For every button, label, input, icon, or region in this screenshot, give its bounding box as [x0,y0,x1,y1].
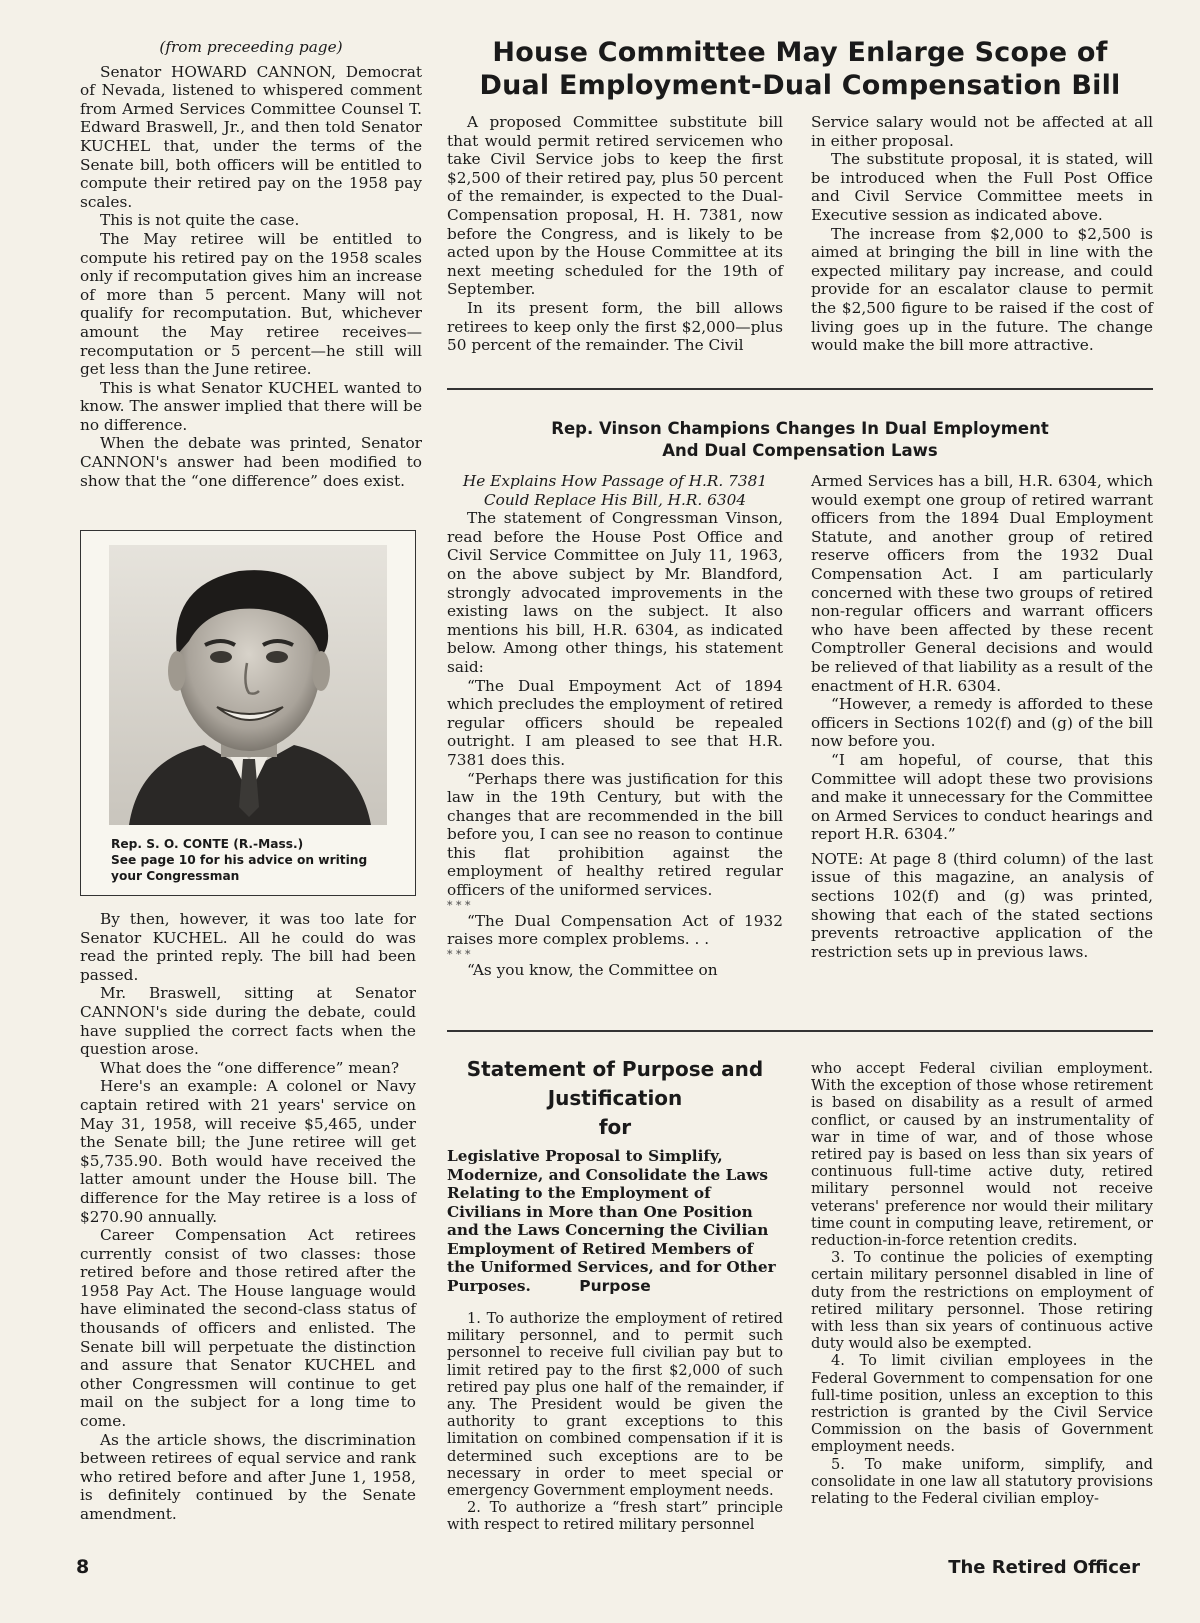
paragraph: Mr. Braswell, sitting at Senator CANNON's side during the debate, could have supplied the correct facts when the question arose. [80,984,416,1059]
paragraph: The May retiree will be entitled to compute his retired pay on the 1958 scales only if recomputation gives him an increase of more than 5 percent. Many will not qualify for recomputation. But, whichever amount the May retiree receives—recomputation or 5 percent—he still will get less than the June retiree. [80,229,422,379]
paragraph: who accept Federal civilian employment. With the exception of those whose retirement is based on disability as a result of armed conflict, or caused by an instrumentality of war in time of war, and of those whose retired pay is based on less than six years of continuous full-time active duty, retired military personnel would not receive veterans' preference nor would their military time count in computing leave, retirement, or reduction-in-force retention credits. [811,1060,1153,1250]
paragraph: Career Compensation Act retirees currently consist of two classes: those retired before and those retired after the 1958 Pay Act. The House language would have eliminated the second-class status of thousands of officers and enlisted. The Senate bill will perpetuate the distinction and assure that Senator KUCHEL and other Congressmen will continue to get mail on the subject for a long time to come. [80,1226,416,1431]
headline-line: And Dual Compensation Laws [662,441,938,460]
article3-column-1 [447,1310,783,1534]
ellipsis-stars: * * * [447,947,471,961]
paragraph: The substitute proposal, it is stated, will be introduced when the Full Post Office and Civil Service Committee meets in Executive session as indicated above. [811,150,1153,224]
headline-line: House Committee May Enlarge Scope of [492,37,1108,68]
paragraph: “I am hopeful, of course, that this Committee will adopt these two provisions and make it unnecessary for the Committee on Armed Services to conduct hearings and report H.R. 6304.” [811,750,1153,844]
headline-line: Dual Employment-Dual Compensation Bill [479,70,1121,101]
paragraph: “The Dual Compensation Act of 1932 raises more complex problems. . . [447,911,783,949]
caption-name: Rep. S. O. CONTE (R.-Mass.) [111,837,304,851]
magazine-name: The Retired Officer [948,1557,1140,1578]
title-line: Justification [547,1086,683,1110]
title-line: for [598,1115,632,1139]
paragraph: What does the “one difference” mean? [100,1058,400,1077]
note: NOTE: At page 8 (third column) of the last issue of this magazine, an analysis of sections 102(f) and (g) was printed, showing that each of the stated sections prevents retroactive application of the restriction sets up in previous laws. [811,849,1153,961]
paragraph: The increase from $2,000 to $2,500 is aimed at bringing the bill in line with the expected military pay increase, and could provide for an escalator clause to permit the $2,500 figure to be raised if the cost of living goes up in the future. The change would make the bill more attractive. [811,224,1153,355]
paragraph: 3. To continue the policies of exempting certain military personnel disabled in line of duty from the restrictions on employment of retired military personnel. Those retiring with less than six years of continuous active duty would also be exempted. [811,1249,1153,1353]
article3-subtitle: Legislative Proposal to Simplify, Modernize, and Consolidate the Laws Relating to the Employment of Civilians in More than One Position and the Laws Concerning the Civilian Employment of Retired Members of the Uniformed Services, and for Other Purposes. [447,1147,776,1295]
section-divider [447,1030,1153,1032]
article3-title [447,1055,783,1142]
article2-column-1 [447,472,783,979]
paragraph: In its present form, the bill allows retirees to keep only the first $2,000—plus 50 percent of the remainder. The Civil [447,298,783,355]
ellipsis-stars: * * * [447,898,471,912]
caption-note: See page 10 for his advice on writing your Congressman [111,853,368,883]
section-divider [447,388,1153,390]
article1-column-1 [447,113,783,355]
paragraph: The statement of Congressman Vinson, read before the House Post Office and Civil Service Committee on July 11, 1963, on the above subject by Mr. Blandford, strongly advocated improvements in the existing laws on the subject. It also mentions his bill, H.R. 6304, as indicated below. Among other things, his statement said: [447,509,783,676]
paragraph: Senator HOWARD CANNON, Democrat of Nevada, listened to whispered comment from Armed Services Committee Counsel T. Edward Braswell, Jr., and then told Senator KUCHEL that, under the terms of the Senate bill, both officers will be entitled to compute their retired pay on the 1958 pay scales. [80,62,422,211]
paragraph: A proposed Committee substitute bill that would permit retired servicemen who take Civil Service jobs to keep the first $2,500 of their retired pay, plus 50 percent of the remainder, is expected to the Dual-Compensation proposal, H. H. 7381, now before the Congress, and is likely to be acted upon by the House Committee at its next meeting scheduled for the 19th of September. [447,113,783,299]
paragraph: 2. To authorize a “fresh start” principle with respect to retired military personnel [447,1499,783,1534]
paragraph: This is what Senator KUCHEL wanted to know. The answer implied that there will be no difference. [80,378,422,434]
left-column-bottom [80,910,416,1524]
paragraph: “The Dual Empoyment Act of 1894 which precludes the employment of retired regular officers should be repealed outright. I am pleased to see that H.R. 7381 does this. [447,676,783,769]
article3-column-2 [811,1060,1153,1507]
deck-line: He Explains How Passage of H.R. 7381 [462,472,768,490]
purpose-heading: Purpose [579,1277,651,1295]
paragraph: “Perhaps there was justification for this law in the 19th Century, but with the changes that are recommended in the bill before you, I can see no reason to continue this flat prohibition against the employment of healthy retired regular officers of the uniformed services. [447,769,783,900]
paragraph: This is not quite the case. [100,211,300,230]
photo-caption [111,836,401,884]
paragraph: Service salary would not be affected at all in either proposal. [811,113,1153,150]
paragraph: 4. To limit civilian employees in the Federal Government to compensation for one full-time position, unless an exception to this restriction is granted by the Civil Service Commission on the basis of Government employment needs. [811,1352,1153,1456]
paragraph: 1. To authorize the employment of retired military personnel, and to permit such personnel to receive full civilian pay but to limit retired pay to the first $2,000 of such retired pay plus one half of the remainder, if any. The President would be given the authority to grant exceptions to this limitation on combined compensation if it is determined such exceptions are to be necessary in order to meet special or emergency Government employment needs. [447,1310,783,1500]
left-column-top [80,38,422,490]
title-line: Statement of Purpose and [466,1057,764,1081]
article1-headline [447,36,1153,102]
paragraph: Here's an example: A colonel or Navy captain retired with 21 years' service on May 31, 1958, will receive $5,465, under the Senate bill; the June retiree will get $5,735.90. Both would have received the latter amount under the House bill. The difference for the May retiree is a loss of $270.90 annually. [80,1077,416,1226]
paragraph: Armed Services has a bill, H.R. 6304, which would exempt one group of retired warrant officers from the 1894 Dual Employment Statute, and another group of retired reserve officers from the 1932 Dual Compensation Act. I am particularly concerned with these two groups of retired non-regular officers and warrant officers who have been affected by these recent Comptroller General decisions and would be relieved of that liability as a result of the enactment of H.R. 6304. [811,472,1153,695]
article1-column-2 [811,113,1153,355]
paragraph: By then, however, it was too late for Senator KUCHEL. All he could do was read the printed reply. The bill had been passed. [80,910,416,984]
paragraph: 5. To make uniform, simplify, and consolidate in one law all statutory provisions relating to the Federal civilian employ- [811,1455,1153,1508]
article2-headline [447,418,1153,462]
paragraph: When the debate was printed, Senator CANNON's answer had been modified to show that the “one difference” does exist. [80,434,422,490]
photo-box [80,530,416,896]
paragraph: “However, a remedy is afforded to these officers in Sections 102(f) and (g) of the bill now before you. [811,695,1153,751]
paragraph: As the article shows, the discrimination between retirees of equal service and rank who retired before and after June 1, 1958, is definitely continued by the Senate amendment. [80,1430,416,1523]
portrait-photo [109,545,387,825]
continuation-kicker: (from preceeding page) [159,38,343,56]
headline-line: Rep. Vinson Champions Changes In Dual Employment [551,419,1049,438]
page-number: 8 [76,1556,90,1578]
deck-line: Could Replace His Bill, H.R. 6304 [483,490,747,509]
article2-column-2 [811,472,1153,961]
paragraph: “As you know, the Committee on [467,960,718,979]
